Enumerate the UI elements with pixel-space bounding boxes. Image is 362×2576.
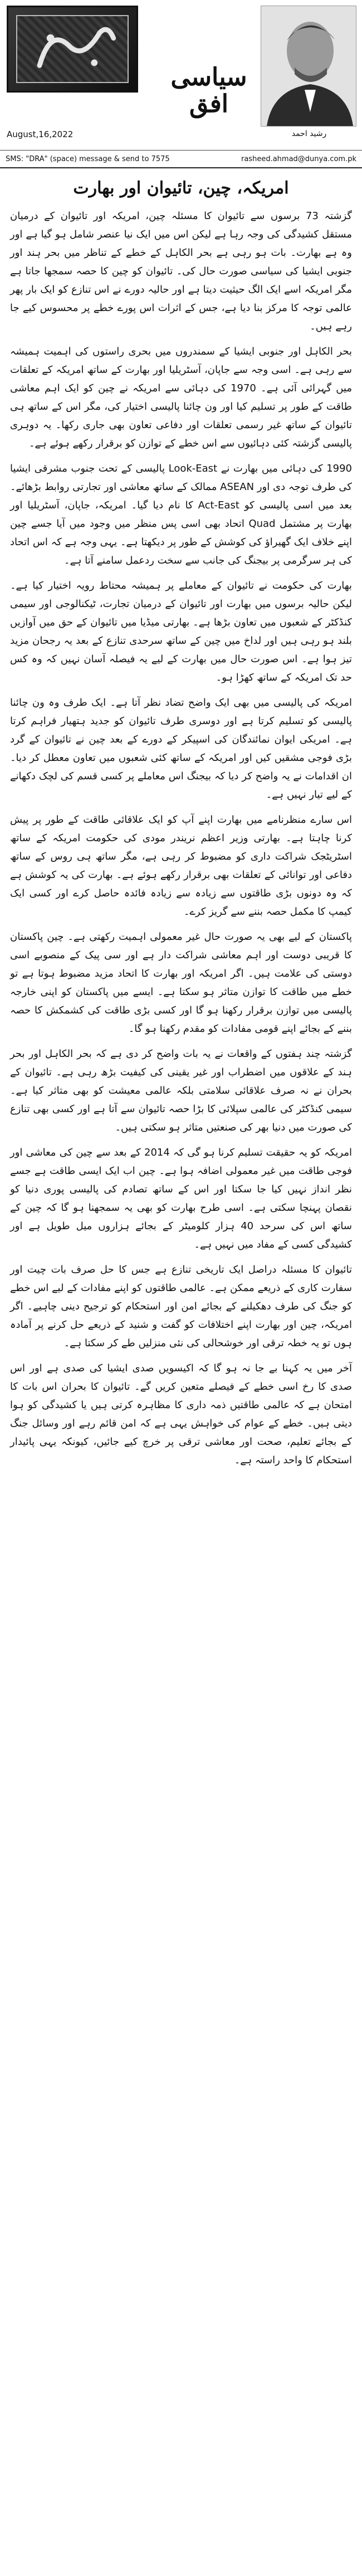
- article-body: [0, 207, 362, 1469]
- article-paragraph: گزشتہ چند ہفتوں کے واقعات نے یہ بات واضح کر دی ہے کہ بحر الکاہل اور بحر ہند کے علاقوں میں اضطراب اور غیر یقینی کی کیفیت بڑھ رہی ہے۔ تائیوان کے بحران نے نہ صرف علاقائی سلامتی بلکہ عالمی معیشت کو بھی متاثر کیا ہے۔ سیمی کنڈکٹر کی عالمی سپلائی کا بڑا حصہ تائیوان سے آتا ہے اور کسی بھی تنازع کی صورت میں دنیا بھر کی صنعتیں متاثر ہو سکتی ہیں۔: [10, 1047, 352, 1133]
- article-paragraph: آخر میں یہ کہنا بے جا نہ ہو گا کہ اکیسویں صدی ایشیا کی صدی ہے اور اس صدی کا رخ اسی خطے کے فیصلے متعین کریں گے۔ تائیوان کا بحران اس بات کا امتحان ہے کہ عالمی طاقتیں ذمہ داری کا مظاہرہ کرتی ہیں یا کشیدگی کو ہوا دیتی ہیں۔ خطے کے عوام کی خواہش یہی ہے کہ امن قائم رہے اور وسائل جنگ کے بجائے تعلیم، صحت اور معاشی ترقی پر خرچ کیے جائیں، کیونکہ یہی پائیدار استحکام کا واحد راستہ ہے۔: [10, 1362, 352, 1466]
- author-name: رشید احمد: [291, 129, 327, 138]
- article-paragraph: گزشتہ 73 برسوں سے تائیوان کا مسئلہ چین، امریکہ اور تائیوان کے درمیان مستقل کشیدگی کی وجہ رہا ہے لیکن اس میں ایک نیا عنصر شامل ہو گیا ہے اور وہ ہے بھارت۔ بات ہو رہی ہے بحر الکاہل کے خطے کے تناظر میں بحر ہند اور جنوبی ایشیا کی سیاسی صورت حال کی۔ تائیوان کو چین کا حصہ سمجھا جاتا ہے مگر امریکہ اسے ایک الگ حیثیت دیتا ہے اور حالیہ دورے نے اس تنازع کو ایک بار پھر عالمی توجہ کا مرکز بنا دیا ہے، جس کے اثرات اس پورے خطے پر محسوس کیے جا رہے ہیں۔: [10, 210, 352, 332]
- article-paragraph: بھارت کی حکومت نے تائیوان کے معاملے پر ہمیشہ محتاط رویہ اختیار کیا ہے۔ لیکن حالیہ برسوں میں بھارت اور تائیوان کے درمیان تجارت، ٹیکنالوجی اور سیمی کنڈکٹر کے شعبوں میں تعاون بڑھا ہے۔ بھارتی میڈیا میں تائیوان کے حق میں آوازیں بلند ہو رہی ہیں اور لداخ میں چین کے ساتھ سرحدی تنازع کے بعد یہ رجحان مزید تیز ہوا ہے۔ اس صورت حال میں بھارت کے لیے یہ فیصلہ آسان نہیں کہ وہ کس حد تک امریکہ کے ساتھ کھڑا ہو۔: [10, 579, 352, 683]
- article-paragraph: امریکہ کی پالیسی میں بھی ایک واضح تضاد نظر آتا ہے۔ ایک طرف وہ ون چائنا پالیسی کو تسلیم کرتا ہے اور دوسری طرف تائیوان کو جدید ہتھیار فراہم کرتا ہے۔ امریکی ایوان نمائندگان کی اسپیکر کے دورے کے بعد چین نے تائیوان کے گرد بڑی فوجی مشقیں کیں اور امریکہ کے ساتھ کئی شعبوں میں تعاون معطل کر دیا۔ ان اقدامات نے یہ واضح کر دیا کہ بیجنگ اس معاملے پر کسی قسم کی لچک دکھانے کے لیے تیار نہیں ہے۔: [10, 696, 352, 801]
- newspaper-logo-icon: [17, 16, 128, 82]
- masthead: [0, 0, 362, 168]
- article-paragraph: امریکہ کو یہ حقیقت تسلیم کرنا ہو گی کہ 2014 کے بعد سے چین کی معاشی اور فوجی طاقت میں غیر معمولی اضافہ ہوا ہے۔ چین اب ایک ایسی طاقت ہے جسے نظر انداز نہیں کیا جا سکتا اور اس کے ساتھ تصادم کی پالیسی پوری دنیا کو نقصان پہنچا سکتی ہے۔ اسی طرح بھارت کو بھی یہ سمجھنا ہو گا کہ چین کے ساتھ اس کی سرحد 40 ہزار کلومیٹر کے بجائے ہزاروں میل طویل ہے اور کشیدگی کسی کے مفاد میں نہیں ہے۔: [10, 1146, 352, 1250]
- article-paragraph: پاکستان کے لیے بھی یہ صورت حال غیر معمولی اہمیت رکھتی ہے۔ چین پاکستان کا قریبی دوست اور اہم معاشی شراکت دار ہے اور سی پیک کے منصوبے اسی دوستی کی علامت ہیں۔ اگر امریکہ اور بھارت کا اتحاد مزید مضبوط ہوتا ہے تو خطے میں طاقت کا توازن متاثر ہو سکتا ہے۔ ایسے میں پاکستان کو اپنی خارجہ پالیسی میں توازن برقرار رکھنا ہو گا اور کسی بڑی طاقت کی کشمکش کا حصہ بننے کے بجائے اپنے قومی مفادات کو مقدم رکھنا ہو گا۔: [10, 930, 352, 1035]
- contact-bar: [0, 150, 362, 167]
- newspaper-logo: [7, 6, 138, 93]
- publication-date: August,16,2022: [7, 129, 74, 139]
- author-photo: [261, 6, 356, 127]
- author-email[interactable]: rasheed.ahmad@dunya.com.pk: [241, 154, 356, 163]
- article-paragraph: اس سارے منظرنامے میں بھارت اپنے آپ کو ایک علاقائی طاقت کے طور پر پیش کرنا چاہتا ہے۔ بھارتی وزیر اعظم نریندر مودی کی حکومت امریکہ کے ساتھ اسٹریٹجک شراکت داری کو مضبوط کر رہی ہے، مگر ساتھ ہی روس کے ساتھ دفاعی اور توانائی کے تعلقات بھی برقرار رکھے ہوئے ہے۔ بھارت کی یہ کوشش ہے کہ وہ دونوں بڑی طاقتوں سے زیادہ سے زیادہ فائدہ حاصل کرے اور کسی ایک کیمپ کا مکمل حصہ بننے سے گریز کرے۔: [10, 813, 352, 918]
- author-portrait-icon: [261, 6, 356, 126]
- logo-texture: [16, 15, 129, 83]
- article-paragraph: تائیوان کا مسئلہ دراصل ایک تاریخی تنازع ہے جس کا حل صرف بات چیت اور سفارت کاری کے ذریعے ممکن ہے۔ عالمی طاقتوں کو اپنے مفادات کے لیے اس خطے کو جنگ کی طرف دھکیلنے کے بجائے امن اور استحکام کو ترجیح دینی چاہیے۔ اگر امریکہ، چین اور بھارت اپنے اختلافات کو گفت و شنید کے ذریعے حل کرنے پر آمادہ ہوں تو یہ خطہ ترقی اور خوشحالی کی نئی منزلیں طے کر سکتا ہے۔: [10, 1263, 352, 1349]
- column-title: سیاسی افق: [170, 63, 247, 119]
- column-title-block: [167, 64, 251, 120]
- article-headline: امریکہ، چین، تائیوان اور بھارت: [73, 178, 289, 198]
- article-paragraph: بحر الکاہل اور جنوبی ایشیا کے سمندروں میں بحری راستوں کی اہمیت ہمیشہ سے رہی ہے۔ اسی وجہ سے جاپان، آسٹریلیا اور بھارت کے ساتھ امریکہ کے تعلقات میں گہرائی آئی ہے۔ 1970 کی دہائی سے امریکہ نے چین کو ایک اہم معاشی طاقت کے طور پر تسلیم کیا اور ون چائنا پالیسی اختیار کی، مگر اس کے ساتھ ہی تائیوان کے ساتھ غیر رسمی تعلقات اور دفاعی تعاون بھی جاری رکھا۔ یہ دوہری پالیسی گزشتہ کئی دہائیوں سے اس خطے کے توازن کو برقرار رکھے ہوئے ہے۔: [10, 345, 352, 449]
- sms-instructions: SMS: "DRA" (space) message & send to 7575: [6, 154, 170, 163]
- article-paragraph: 1990 کی دہائی میں بھارت نے Look-East پالیسی کے تحت جنوب مشرقی ایشیا کی طرف توجہ دی اور ASEAN ممالک کے ساتھ معاشی اور تجارتی روابط بڑھائے۔ بعد میں اسی پالیسی کو Act-East کا نام دیا گیا۔ امریکہ، جاپان، آسٹریلیا اور بھارت پر مشتمل Quad اتحاد بھی اسی پس منظر میں وجود میں آیا جسے چین اپنے خلاف ایک گھیراؤ کی کوشش کے طور پر دیکھتا ہے۔ یہی وجہ ہے کہ اس اتحاد کی ہر سرگرمی پر بیجنگ کی جانب سے سخت ردعمل سامنے آتا ہے۔: [10, 462, 352, 566]
